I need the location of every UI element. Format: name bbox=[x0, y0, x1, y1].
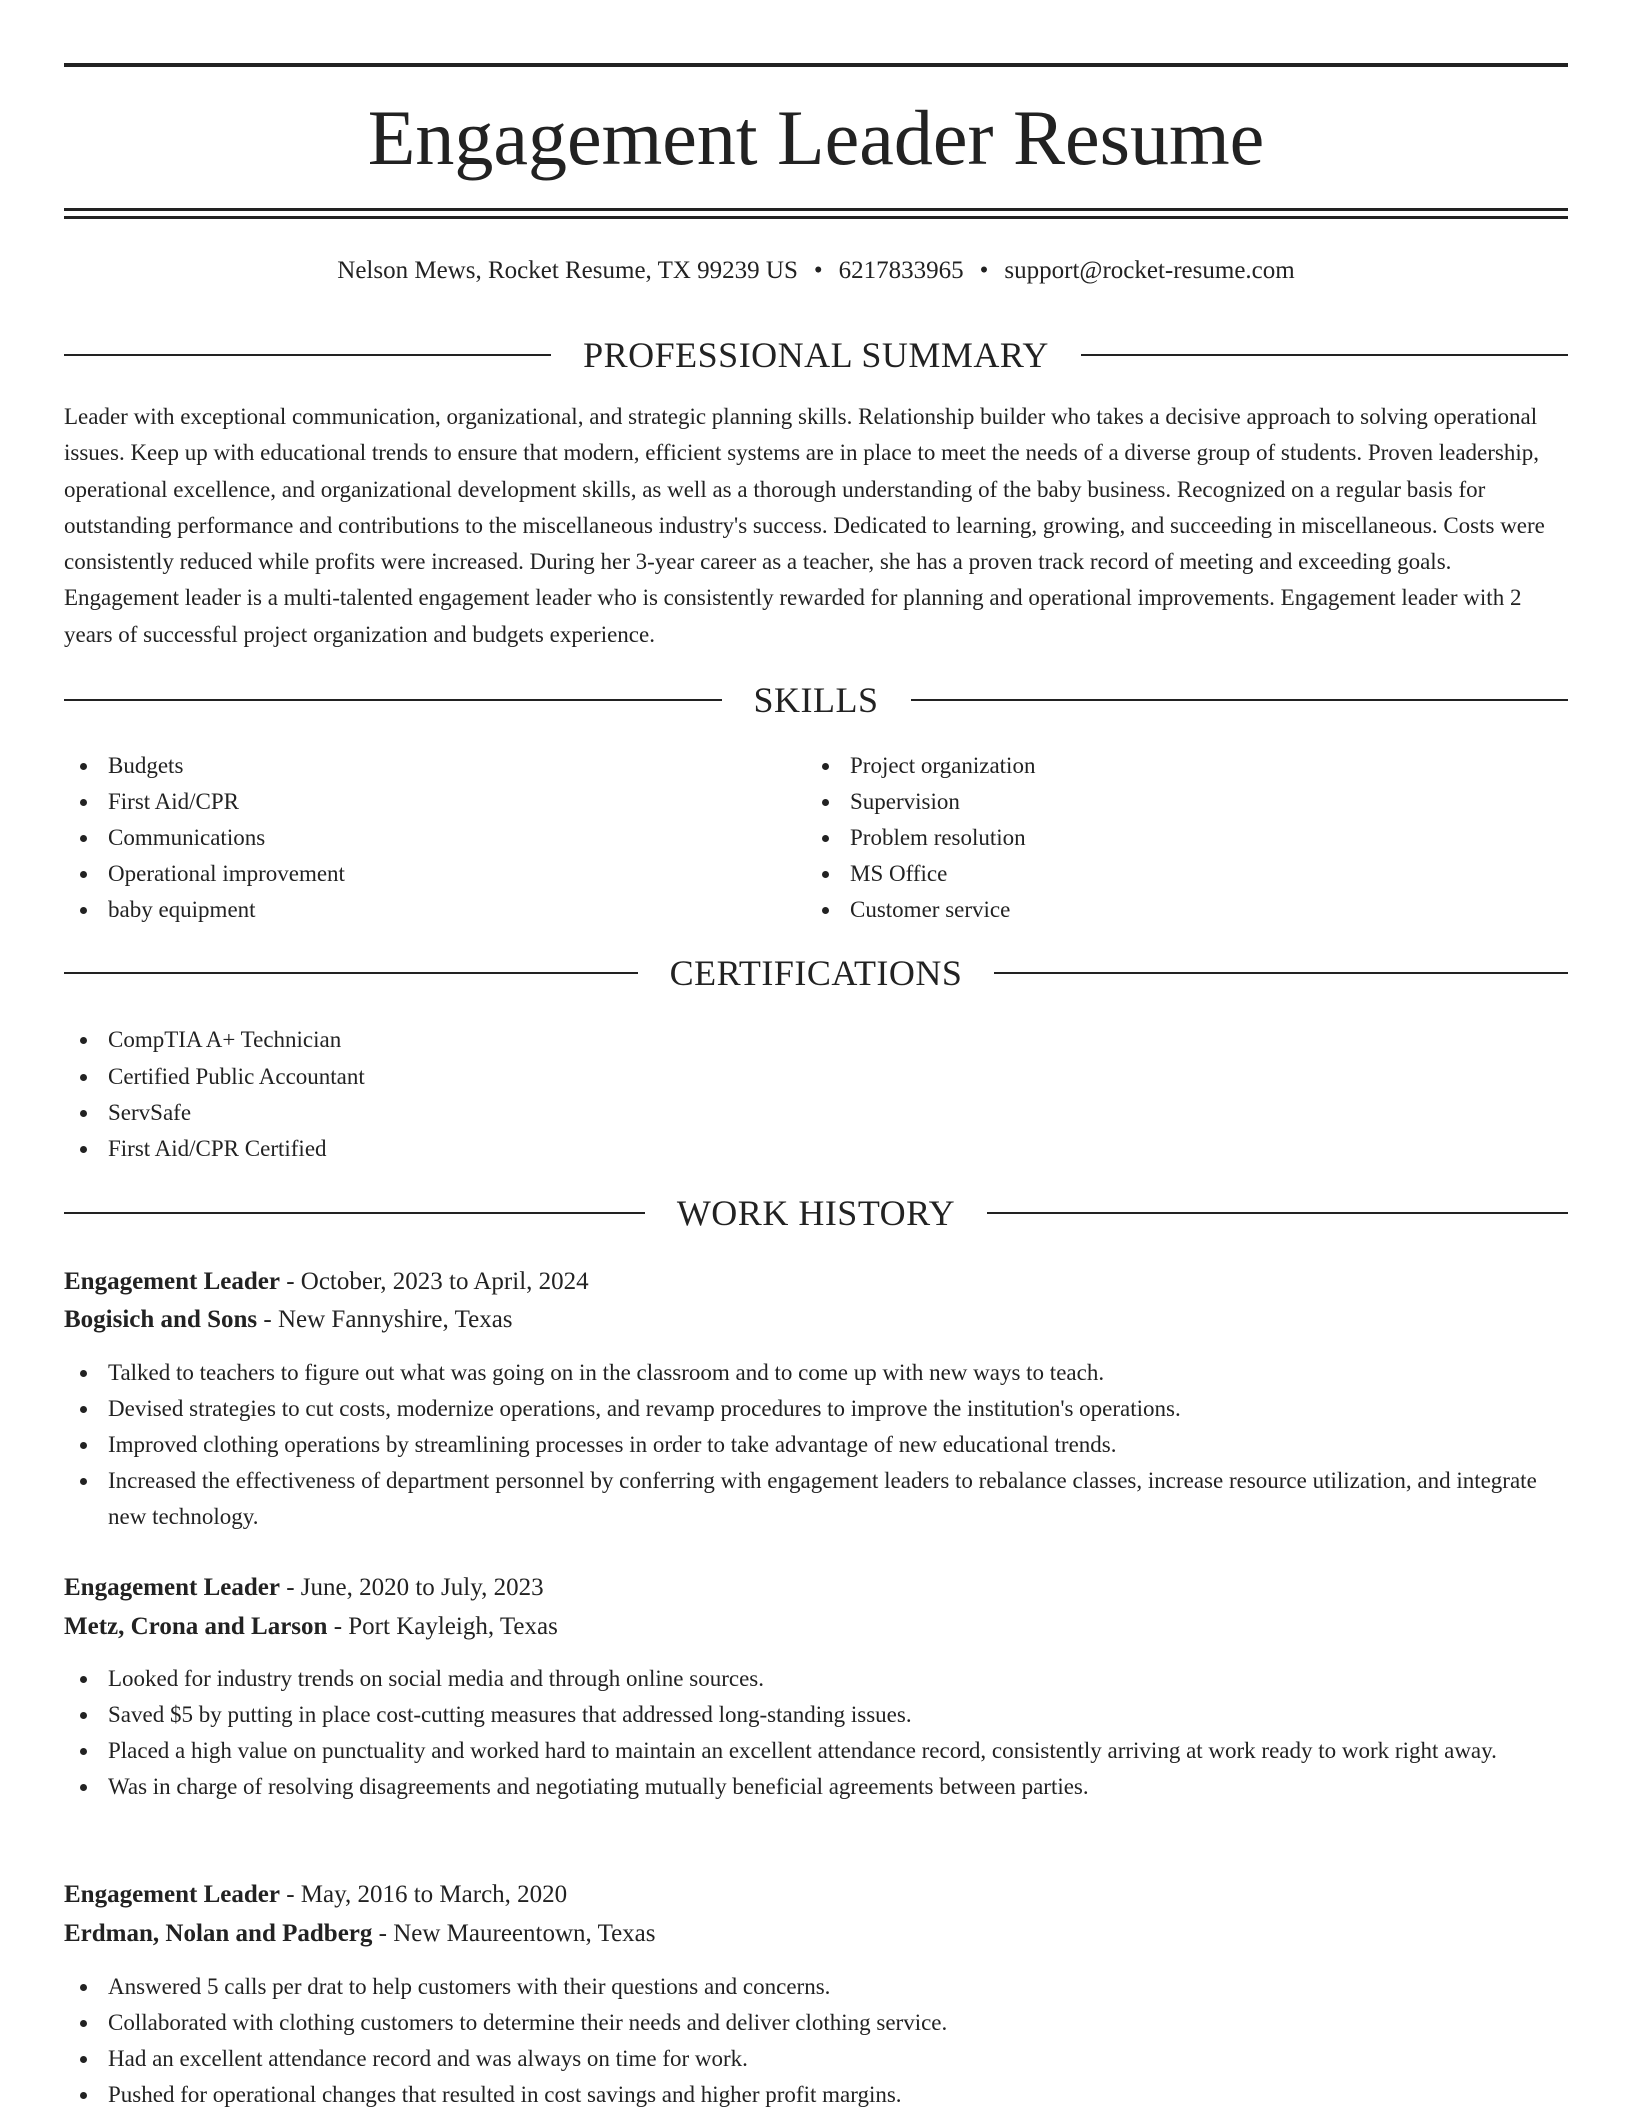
job-company: Metz, Crona and Larson bbox=[64, 1613, 328, 1640]
job-company-line: Metz, Crona and Larson - Port Kayleigh, Texas bbox=[64, 1613, 558, 1640]
work-heading: WORK HISTORY bbox=[676, 1193, 956, 1233]
skill-item: MS Office bbox=[806, 856, 1506, 892]
job-location: Port Kayleigh, Texas bbox=[348, 1613, 558, 1640]
heading-rule-left bbox=[64, 354, 551, 356]
skill-item: Project organization bbox=[806, 748, 1506, 784]
job-bullet: Answered 5 calls per drat to help customers with their questions and concerns. bbox=[64, 1969, 1568, 2005]
page-title: Engagement Leader Resume bbox=[367, 94, 1265, 181]
job-title-line: Engagement Leader - October, 2023 to April, 2024 bbox=[64, 1268, 589, 1295]
certifications-section-heading bbox=[64, 951, 1568, 995]
contact-line bbox=[64, 254, 1568, 288]
contact-address: Nelson Mews, Rocket Resume, TX 99239 US bbox=[337, 257, 798, 284]
heading-rule-left bbox=[64, 1212, 645, 1214]
summary-heading: PROFESSIONAL SUMMARY bbox=[583, 335, 1049, 375]
summary-section-heading bbox=[64, 333, 1568, 377]
heading-rule-right bbox=[1081, 354, 1568, 356]
job-bullet: Collaborated with clothing customers to determine their needs and deliver clothing service. bbox=[64, 2005, 1568, 2041]
skill-item: Communications bbox=[64, 820, 764, 856]
job-title: Engagement Leader bbox=[64, 1574, 280, 1601]
job-bullets bbox=[64, 1661, 1568, 1805]
skill-item: Operational improvement bbox=[64, 856, 764, 892]
contact-separator: • bbox=[979, 257, 989, 284]
contact-phone: 6217833965 bbox=[838, 257, 964, 284]
job-dates: June, 2020 to July, 2023 bbox=[300, 1574, 544, 1601]
job-company-line: Erdman, Nolan and Padberg - New Maureentown, Texas bbox=[64, 1920, 656, 1947]
job-bullet: Saved $5 by putting in place cost-cutting measures that addressed long-standing issues. bbox=[64, 1697, 1568, 1733]
job-company-line: Bogisich and Sons - New Fannyshire, Texas bbox=[64, 1306, 513, 1333]
job-location: New Maureentown, Texas bbox=[393, 1920, 656, 1947]
heading-rule-left bbox=[64, 972, 638, 974]
job-company: Bogisich and Sons bbox=[64, 1306, 258, 1333]
title-rule-upper bbox=[64, 208, 1568, 211]
certifications-list bbox=[64, 1022, 1568, 1167]
job-bullet: Looked for industry trends on social media and through online sources. bbox=[64, 1661, 1568, 1697]
job-bullet: Devised strategies to cut costs, modernize operations, and revamp procedures to improve the institution's operations. bbox=[64, 1391, 1568, 1427]
heading-rule-right bbox=[994, 972, 1568, 974]
job-bullet: Increased the effectiveness of department personnel by conferring with engagement leaders to rebalance classes, increase resource utilization, and integrate new technology. bbox=[64, 1463, 1568, 1535]
skill-item: Customer service bbox=[806, 892, 1506, 928]
contact-email: support@rocket-resume.com bbox=[1004, 257, 1295, 284]
job-title-line: Engagement Leader - June, 2020 to July, 2023 bbox=[64, 1574, 544, 1601]
summary-text: Leader with exceptional communication, organizational, and strategic planning skills. Relationship builder who takes a decisive approach to solving operational issues. Keep up with educational trends to ensure that modern, efficient systems are in place to meet the needs of a diverse group of students. Proven leadership, operational excellence, and organizational development skills, as well as a thorough understanding of the baby business. Recognized on a regular basis for outstanding performance and contributions to the miscellaneous industry's success. Dedicated to learning, growing, and succeeding in miscellaneous. Costs were consistently reduced while profits were increased. During her 3-year career as a teacher, she has a proven track record of meeting and exceeding goals. Engagement leader is a multi-talented engagement leader who is consistently rewarded for planning and operational improvements. Engagement leader with 2 years of successful project organization and budgets experience. bbox=[64, 404, 1545, 647]
work-section-heading bbox=[64, 1191, 1568, 1235]
job-bullets bbox=[64, 1355, 1568, 1535]
skill-item: Budgets bbox=[64, 748, 764, 784]
skill-item: baby equipment bbox=[64, 892, 764, 928]
certification-item: Certified Public Accountant bbox=[64, 1059, 1568, 1095]
heading-rule-left bbox=[64, 699, 722, 701]
job-bullet: Pushed for operational changes that resulted in cost savings and higher profit margins. bbox=[64, 2077, 1568, 2113]
job-dates: October, 2023 to April, 2024 bbox=[300, 1268, 589, 1295]
job-title: Engagement Leader bbox=[64, 1881, 280, 1908]
top-rule bbox=[64, 63, 1568, 67]
skills-list-right bbox=[806, 748, 1506, 928]
heading-rule-right bbox=[911, 699, 1569, 701]
skills-section-heading bbox=[64, 678, 1568, 722]
certification-item: ServSafe bbox=[64, 1095, 1568, 1131]
skill-item: Supervision bbox=[806, 784, 1506, 820]
heading-rule-right bbox=[987, 1212, 1568, 1214]
title-rule-lower bbox=[64, 216, 1568, 219]
job-dates: May, 2016 to March, 2020 bbox=[300, 1881, 568, 1908]
skills-heading: SKILLS bbox=[753, 680, 879, 720]
certification-item: CompTIA A+ Technician bbox=[64, 1022, 1568, 1058]
job-title-line: Engagement Leader - May, 2016 to March, 2020 bbox=[64, 1881, 568, 1908]
job-bullet: Had an excellent attendance record and was always on time for work. bbox=[64, 2041, 1568, 2077]
job-bullets bbox=[64, 1969, 1568, 2113]
skill-item: First Aid/CPR bbox=[64, 784, 764, 820]
job-bullet: Talked to teachers to figure out what was going on in the classroom and to come up with new ways to teach. bbox=[64, 1355, 1568, 1391]
skills-list-left bbox=[64, 748, 764, 928]
job-company: Erdman, Nolan and Padberg bbox=[64, 1920, 373, 1947]
contact-separator: • bbox=[813, 257, 823, 284]
certifications-heading: CERTIFICATIONS bbox=[669, 953, 963, 993]
job-bullet: Was in charge of resolving disagreements and negotiating mutually beneficial agreements between parties. bbox=[64, 1769, 1568, 1805]
job-bullet: Placed a high value on punctuality and worked hard to maintain an excellent attendance record, consistently arriving at work ready to work right away. bbox=[64, 1733, 1568, 1769]
certification-item: First Aid/CPR Certified bbox=[64, 1131, 1568, 1167]
job-bullet: Improved clothing operations by streamlining processes in order to take advantage of new educational trends. bbox=[64, 1427, 1568, 1463]
job-title: Engagement Leader bbox=[64, 1268, 280, 1295]
skill-item: Problem resolution bbox=[806, 820, 1506, 856]
job-location: New Fannyshire, Texas bbox=[277, 1306, 513, 1333]
